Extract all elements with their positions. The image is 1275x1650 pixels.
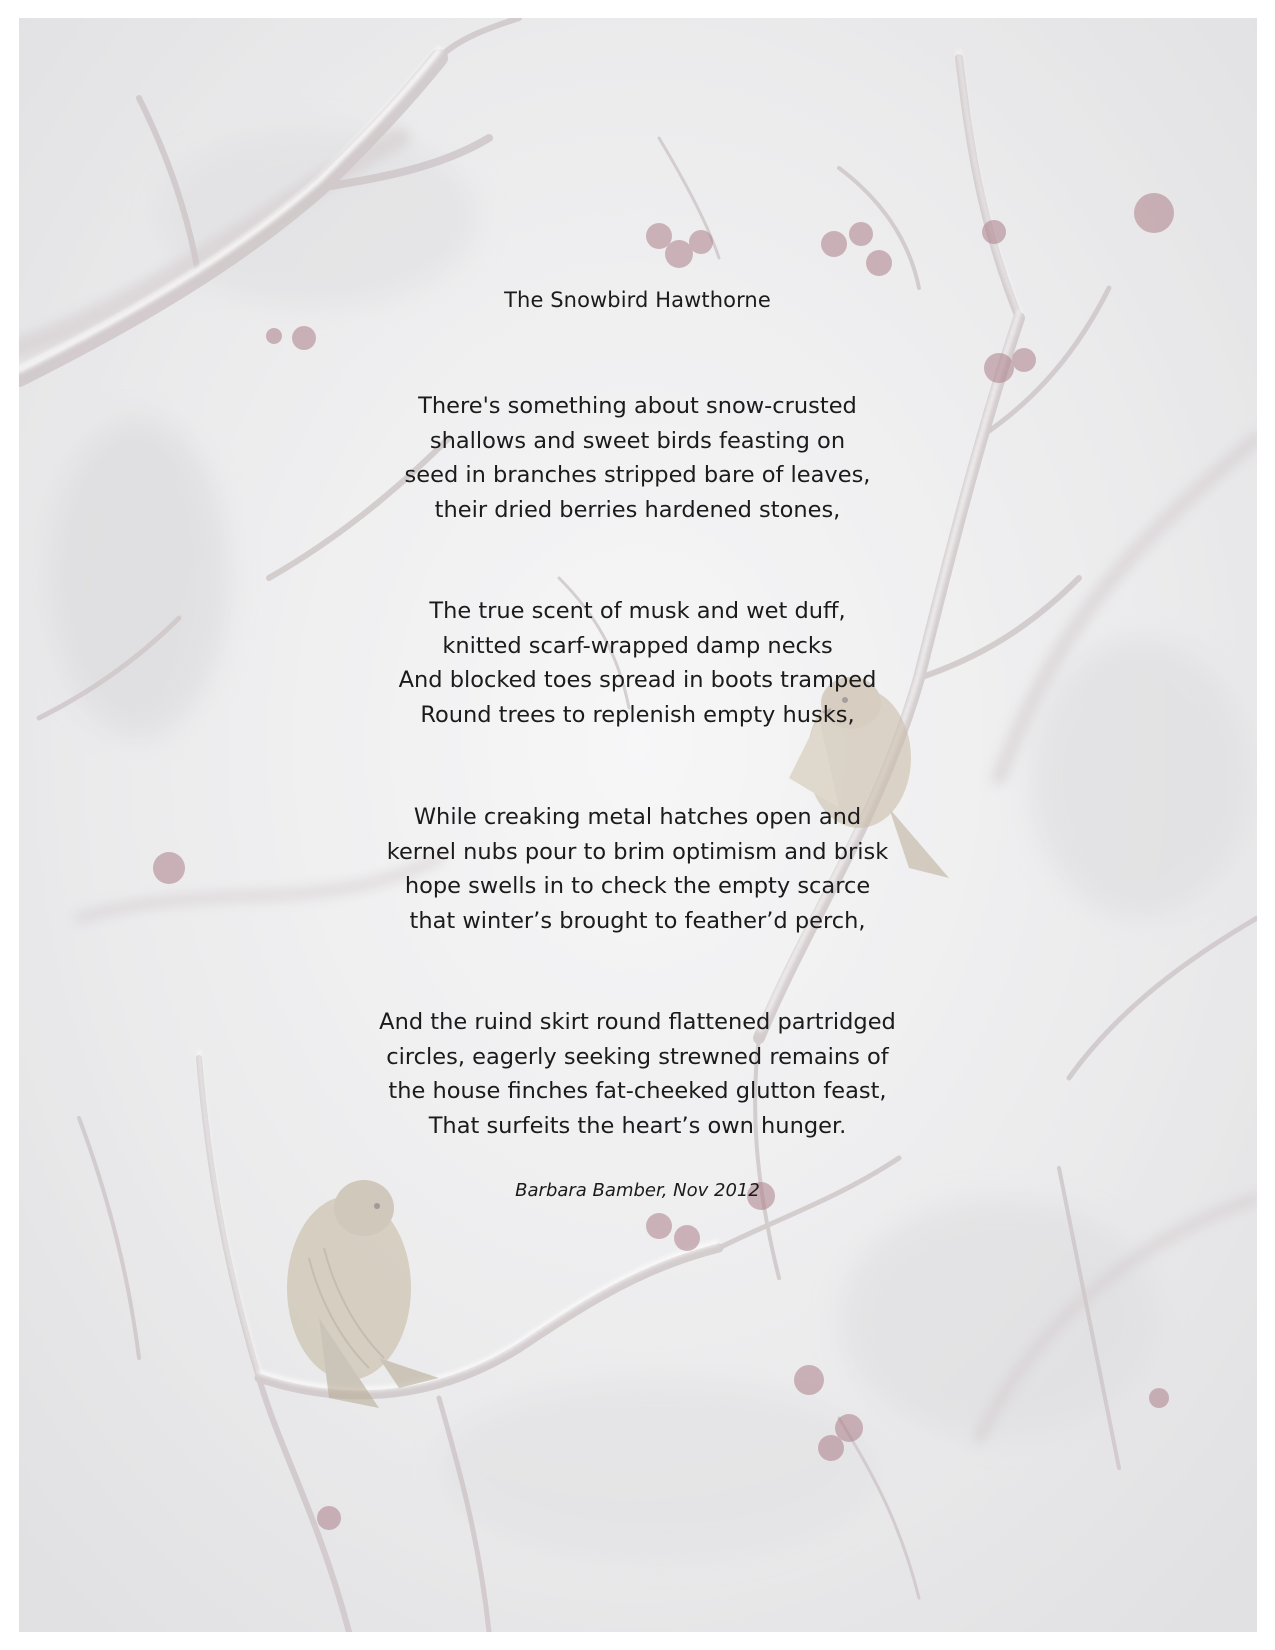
poem-line: hope swells in to check the empty scarce xyxy=(404,873,871,899)
stanza-2 xyxy=(0,594,1275,732)
poem-line: knitted scarf-wrapped damp necks xyxy=(442,632,833,659)
poem-line: And the ruind skirt round flattened partridged xyxy=(379,1009,896,1035)
poem-line: kernel nubs pour to brim optimism and brisk xyxy=(386,838,889,865)
stanza-4 xyxy=(0,1005,1275,1143)
author-signature: Barbara Bamber, Nov 2012 xyxy=(515,1180,760,1201)
poem-line: the house finches fat-cheeked glutton feast, xyxy=(388,1078,887,1104)
poem-line: While creaking metal hatches open and xyxy=(413,804,862,830)
poem-title: The Snowbird Hawthorne xyxy=(504,288,771,312)
poem-line: that winter’s brought to feather’d perch, xyxy=(409,907,866,934)
poem-line: Round trees to replenish empty husks, xyxy=(420,701,855,728)
poem-line: seed in branches stripped bare of leaves, xyxy=(404,462,871,488)
poem-line: There's something about snow-crusted xyxy=(418,393,857,419)
poem-line: And blocked toes spread in boots tramped xyxy=(398,667,877,693)
stanza-1 xyxy=(0,389,1275,527)
poem-line: their dried berries hardened stones, xyxy=(434,496,841,523)
poem-line: shallows and sweet birds feasting on xyxy=(429,427,846,454)
poem-line: The true scent of musk and wet duff, xyxy=(429,598,846,624)
poem-line: That surfeits the heart’s own hunger. xyxy=(428,1112,847,1139)
poem-line: circles, eagerly seeking strewned remains of xyxy=(386,1043,889,1070)
stanza-3 xyxy=(0,800,1275,938)
